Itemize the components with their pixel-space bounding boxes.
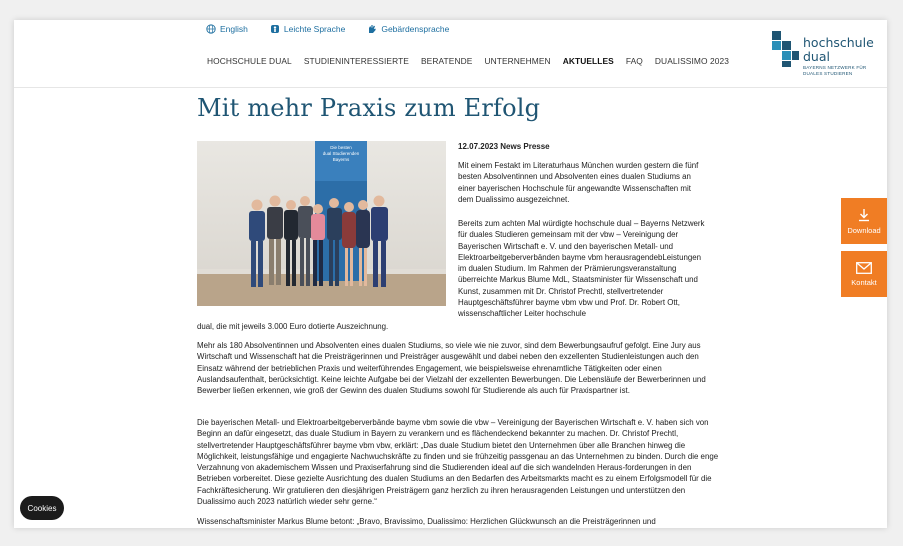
article-paragraph-3: Mehr als 180 Absolventinnen und Absolventen eines dualen Studiums, so viele wie nie zuvor, sind dem Bewerbungsaufruf gefolgt. Eine Jury aus Wirtschaft und Wissenschaft hat die Preisträgerinnen und Preisträger ausgewählt und dabei neben den exzellenten Studienleistungen auch den Einsatz während der betrieblichen Praxis und weiterführendes Engagement, wie beispielsweise ehrenamtliche Tätigkeiten oder einen Auslandsaufenthalt, berücksichtigt. Keine leichte Aufgabe bei der Vielzahl der exzellenten Bewerbungen. Die Lebensläufe der Bewerberinnen und Bewerber ließen erkennen, wie groß der Gewinn des dualen Studiums sowohl für Studierende als auch für Praxispartner ist. <box>197 341 706 396</box>
article-paragraph-5: Wissenschaftsminister Markus Blume betont: „Bravo, Bravissimo, Dualissimo: Herzlichen Glückwunsch an die Preisträgerinnen und <box>197 517 656 526</box>
article-paragraph-2: Bereits zum achten Mal würdigte hochschule dual – Bayerns Netzwerk für duales Studieren gemeinsam mit der vbw – Vereinigung der Bayerischen Wirtschaft e. V. und den bayerischen Metall- und Elektroarbeitgeberverbänden bayme vbm herausragendebLeistungen im dualen Studium. Im Rahmen der Prämierungsveranstaltung überreichte Markus Blume MdL, Staatsminister für Wissenschaft und Kunst, zusammen mit Dr. Christof Prechtl, stellvertretender Hauptgeschäftsführer bayme vbm vbw und Prof. Dr. Robert Ott, wissenschaftlicher Leiter hochschule <box>458 219 705 319</box>
nav-item-dualissimo[interactable]: DUALISSIMO 2023 <box>654 56 730 66</box>
sign-language-icon <box>367 24 377 34</box>
language-easy-label: Leichte Sprache <box>283 24 346 34</box>
award-group-photo <box>197 141 446 306</box>
kontakt-label: Kontakt <box>851 277 877 287</box>
article-paragraph-4: Die bayerischen Metall- und Elektroarbeitgeberverbände bayme vbm sowie die vbw – Vereinigung der Bayerischen Wirtschaft e. V. haben sich von Beginn an dafür eingesetzt, das duale Studium in Bayern zu verankern und es flächendeckend bekannter zu machen. Dr. Christof Prechtl, stellvertretender Hauptgeschäftsführer bayme vbm vbw, erklärt: „Das duale Studium bietet den Unternehmen über alle Branchen hinweg die Möglichkeit, leistungsfähige und engagierte Nachwuchskräfte zu finden und sie frühzeitig passgenau an das Unternehmen zu binden. Durch die enge Verzahnung von akademischem Wissen und Praxiserfahrung sind die Studierenden ideal auf die sich wandelnden Heraus-forderungen in den Betrieben vorbereitet. Diese gezielte Ausrichtung des dualen Studiums an den Bedarfen des Arbeitsmarkts macht es zu einem Erfolgsmodell für die Fachkräftesicherung. Wir gratulieren den diesjährigen Preisträgern ganz herzlich zu ihren herausragenden Leistungen und unterstützen den Dualissimo auch 2023 natürlich wieder sehr gerne.“ <box>197 418 719 507</box>
browser-page <box>14 20 887 528</box>
article-paragraph-1: Mit einem Festakt im Literaturhaus München wurden gestern die fünf besten Absolventinnen und Absolventen eines dualen Studiums an einer bayerischen Hochschule für angewandte Wissenschaften mit dem Dualissimo ausgezeichnet. <box>458 161 699 204</box>
main-navigation <box>207 56 729 66</box>
nav-item-faq[interactable]: FAQ <box>625 56 643 66</box>
globe-icon <box>206 24 216 34</box>
language-sign-label: Gebärdensprache <box>381 24 450 34</box>
nav-item-beratende[interactable]: BERATENDE <box>420 56 473 66</box>
download-button[interactable] <box>841 198 887 244</box>
banner-text-line3: Bayerns <box>332 157 350 162</box>
nav-item-aktuelles[interactable]: AKTUELLES <box>562 56 614 66</box>
logo-tagline-line1: BAYERNS NETZWERK FÜR <box>803 65 867 70</box>
hochschule-dual-logo[interactable] <box>770 31 874 81</box>
language-easy-link[interactable] <box>270 24 345 34</box>
nav-item-hochschule-dual[interactable]: HOCHSCHULE DUAL <box>207 56 292 66</box>
article-title: Mit mehr Praxis zum Erfolg <box>197 94 541 122</box>
kontakt-button[interactable] <box>841 251 887 297</box>
logo-text-line1: hochschule <box>803 35 874 50</box>
article-meta: 12.07.2023 News Presse <box>458 142 550 151</box>
header-divider <box>14 87 887 88</box>
language-english-label: English <box>220 24 248 34</box>
cookies-button[interactable] <box>20 496 64 520</box>
nav-item-unternehmen[interactable]: UNTERNEHMEN <box>484 56 551 66</box>
language-english-link[interactable] <box>206 24 248 34</box>
article-paragraph-2-continued: dual, die mit jeweils 3.000 Euro dotierte Auszeichnung. <box>197 322 389 331</box>
logo-text-line2: dual <box>803 49 830 64</box>
download-icon <box>857 208 871 222</box>
easy-language-icon <box>270 24 280 34</box>
banner-text-line1: Die besten <box>330 145 352 150</box>
logo-tagline <box>803 65 866 76</box>
language-bar <box>206 24 449 34</box>
language-sign-link[interactable] <box>367 24 449 34</box>
logo-tagline-line2: DUALES STUDIEREN <box>803 70 853 76</box>
banner-text-line2: dual Studierenden <box>322 151 360 156</box>
download-label: Download <box>847 225 881 235</box>
logo-mark-icon <box>770 31 800 67</box>
cookies-label: Cookies <box>27 503 57 513</box>
mail-icon <box>856 262 872 274</box>
nav-item-studieninteressierte[interactable]: STUDIENINTERESSIERTE <box>303 56 409 66</box>
